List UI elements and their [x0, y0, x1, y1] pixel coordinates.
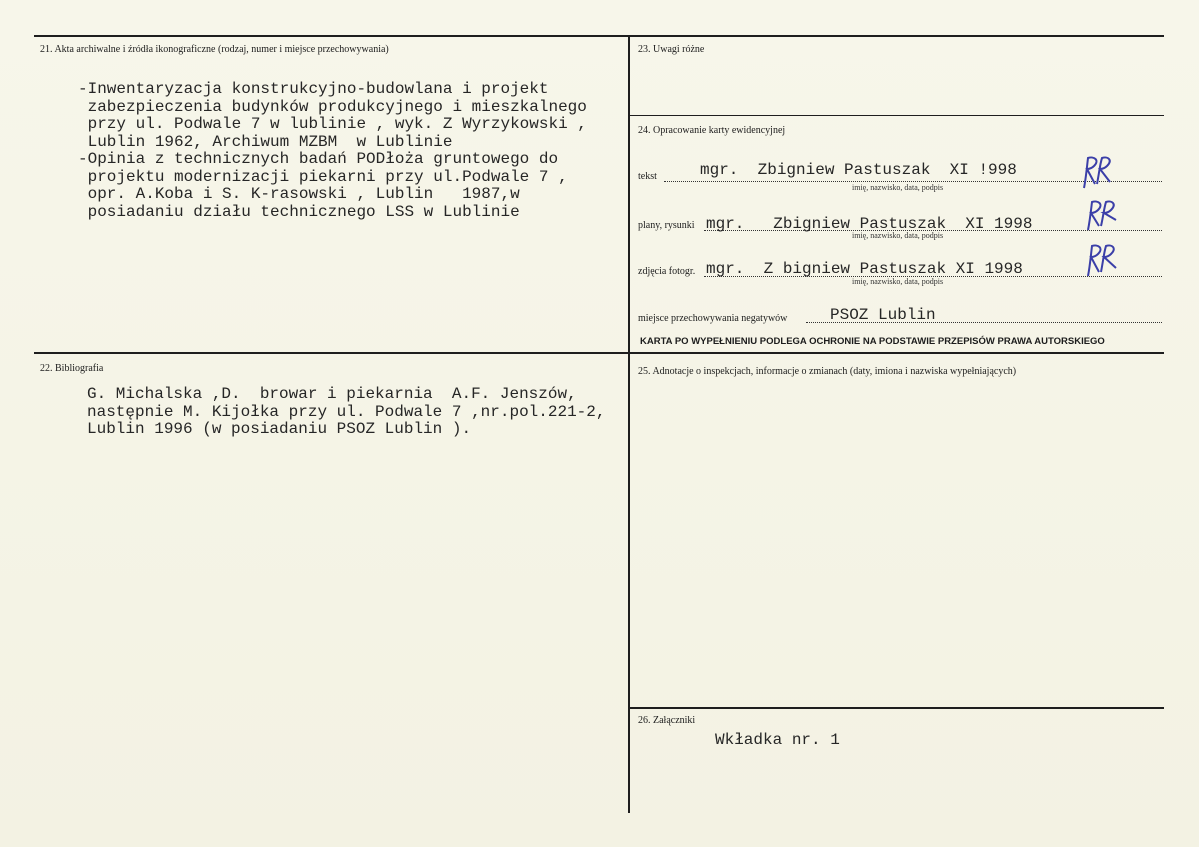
miejsce-label: miejsce przechowywania negatywów — [638, 313, 788, 324]
sec21-label: 21. Akta archiwalne i źródła ikonograficzne (rodzaj, numer i miejsce przechowywania) — [40, 44, 389, 55]
top-rule — [34, 35, 1164, 37]
sec21-line: Lublin 1962, Archiwum MZBM w Lublinie — [78, 132, 453, 151]
sec22-line: Lublin 1996 (w posiadaniu PSOZ Lublin ). — [87, 420, 472, 438]
rule-24-top — [630, 115, 1164, 116]
sec21-line: przy ul. Podwale 7 w lublinie , wyk. Z Wyrzykowski , — [78, 115, 587, 133]
rule-26-top — [630, 707, 1164, 709]
middle-rule — [34, 352, 1164, 354]
sec21-line: posiadaniu działu technicznego LSS w Lublinie — [78, 202, 520, 221]
tekst-label: tekst — [638, 171, 657, 182]
plany-value: mgr. Zbigniew Pastuszak XI 1998 — [706, 215, 1033, 233]
sec23-label: 23. Uwagi różne — [638, 44, 705, 55]
sec22-line: następnie M. Kijołka przy ul. Podwale 7 ,nr.pol.221-2, — [87, 402, 606, 421]
plany-caption: imię, nazwisko, data, podpis — [852, 231, 944, 240]
sec26-value: Wkładka nr. 1 — [715, 731, 840, 749]
sec21-line: zabezpieczenia budynków produkcyjnego i mieszkalnego — [78, 97, 587, 116]
sec25-label: 25. Adnotacje o inspekcjach, informacje o zmianach (daty, imiona i nazwiska wypełniających) — [638, 366, 1017, 377]
plany-label: plany, rysunki — [638, 220, 695, 231]
signature-icon — [1084, 198, 1124, 232]
sec24-label: 24. Opracowanie karty ewidencyjnej — [638, 125, 786, 136]
column-divider — [628, 35, 630, 813]
sec21-line: -Opinia z technicznych badań PODłoża gruntowego do — [78, 150, 559, 168]
zdjecia-caption: imię, nazwisko, data, podpis — [852, 277, 944, 286]
sec22-text — [87, 386, 605, 439]
tekst-value: mgr. Zbigniew Pastuszak XI !998 — [700, 161, 1017, 179]
sec21-text — [78, 81, 587, 221]
zdjecia-label: zdjęcia fotogr. — [638, 266, 696, 277]
copyright-notice: KARTA PO WYPEŁNIENIU PODLEGA OCHRONIE NA PODSTAWIE PRZEPISÓW PRAWA AUTORSKIEGO — [640, 336, 1105, 347]
signature-icon — [1080, 154, 1120, 190]
sec26-label: 26. Załączniki — [638, 715, 696, 726]
tekst-caption: imię, nazwisko, data, podpis — [852, 183, 944, 192]
sec21-line: projektu modernizacji piekarni przy ul.Podwale 7 , — [78, 167, 568, 186]
miejsce-value: PSOZ Lublin — [830, 306, 936, 324]
sec21-line: opr. A.Koba i S. K-rasowski , Lublin 1987,w — [78, 185, 520, 203]
sec22-label: 22. Bibliografia — [40, 363, 104, 374]
sec22-line: G. Michalska ,D. browar i piekarnia A.F. Jenszów, — [87, 385, 577, 403]
signature-icon — [1084, 242, 1124, 278]
zdjecia-value: mgr. Z bigniew Pastuszak XI 1998 — [706, 260, 1023, 278]
sec21-line: -Inwentaryzacja konstrukcyjno-budowlana i projekt — [78, 80, 549, 98]
